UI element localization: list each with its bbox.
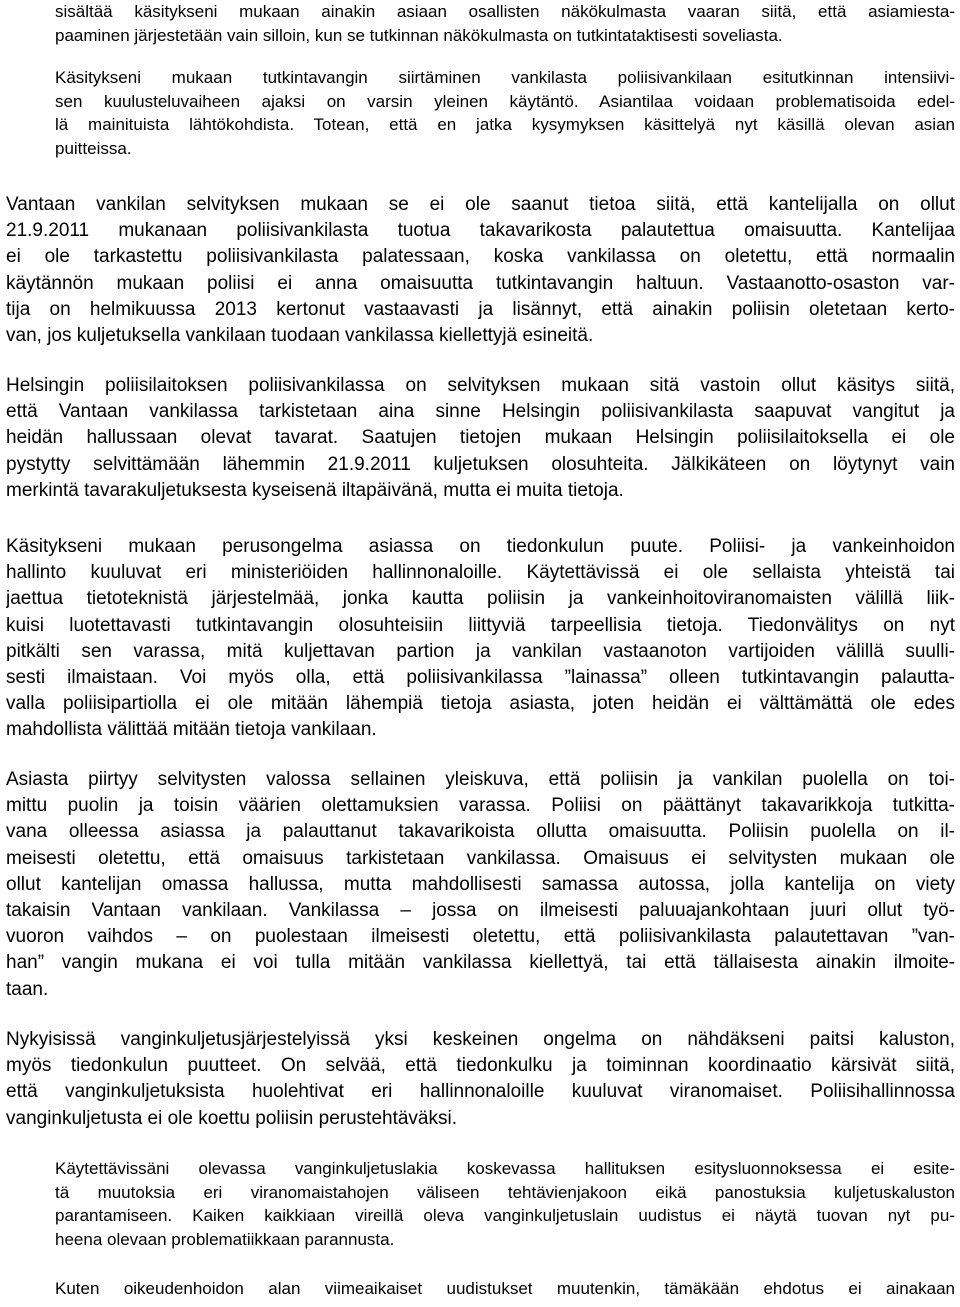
- text-line: heidän hallussaan olevat tavarat. Saatujen tietojen mukaan Helsingin poliisilaitoksella ei ole: [6, 427, 955, 449]
- text-line: van, jos kuljetuksella vankilaan tuodaan vankilassa kiellettyjä esineitä.: [6, 325, 594, 347]
- text-line: tija on helmikuussa 2013 kertonut vastaavasti ja lisännyt, että ainakin poliisin oletetaan kerto-: [6, 298, 955, 320]
- text-line: myös tiedonkulun puutteet. On selvää, että tiedonkulku ja toiminnan koordinaatio kärsivät siitä,: [6, 1055, 955, 1077]
- paragraph-overall-picture: [6, 767, 955, 1003]
- text-line: sisältää käsitykseni mukaan ainakin asiaan osallisten näkökulmasta vaaran siitä, että asiamiesta-: [55, 2, 955, 21]
- paragraph-information-flow: [6, 534, 955, 744]
- paragraph-reforms-cutoff: [55, 1277, 955, 1301]
- text-line: takaisin Vantaan vankilaan. Vankilassa – jossa on ilmeisesti paluuajankohtaan juuri ollut työ-: [6, 900, 955, 922]
- text-line: vana olleessa asiassa ja palauttanut takavarikoista ollutta omaisuutta. Poliisin puolella on il-: [6, 821, 955, 843]
- text-line: ollut kantelijan omassa hallussa, mutta mahdollisesti samassa autossa, jolla kantelija on viety: [6, 873, 955, 895]
- paragraph-vantaa-prison: [6, 192, 955, 349]
- text-line: Käytettävissäni olevassa vanginkuljetuslakia koskevassa hallituksen esitysluonnoksessa ei esite-: [55, 1159, 955, 1178]
- text-line: merkintä tavarakuljetuksesta kyseisenä iltapäivänä, mutta ei muita tietoja.: [6, 479, 624, 501]
- text-line: jaettua tietoteknistä järjestelmää, jonka kautta poliisin ja vankeinhoitoviranomaisten välillä liik-: [6, 588, 955, 610]
- text-line: Käsitykseni mukaan perusongelma asiassa on tiedonkulun puute. Poliisi- ja vankeinhoidon: [6, 536, 955, 557]
- text-line: mahdollista välittää mitään tietoja vankilaan.: [6, 719, 377, 741]
- text-line: Vantaan vankilan selvityksen mukaan se ei ole saanut tietoa siitä, että kantelijalla on ollut: [6, 194, 955, 215]
- paragraph-transport-arrangements: [6, 1027, 955, 1132]
- text-line: pystytty selvittämään lähemmin 21.9.2011 kuljetuksen olosuhteita. Jälkikäteen on löytynyt vain: [6, 453, 955, 475]
- paragraph-helsinki-police: [6, 373, 955, 504]
- text-line: 21.9.2011 mukanaan poliisivankilasta tuotua takavarikosta palautettua omaisuutta. Kantelijaa: [6, 220, 955, 242]
- text-line: pitkälti sen varassa, mitä kuljettavan partion ja vankilan vastaanoton vartijoiden välillä suulli-: [6, 640, 955, 662]
- paragraph-detention-transfer: [55, 66, 955, 160]
- text-line: valla poliisipartiolla ei ole mitään lähempiä tietoja asiasta, joten heidän ei välttämättä ole edes: [6, 693, 955, 715]
- text-line: han” vangin mukana ei voi tulla mitään vankilassa kiellettyä, tai että tällaisesta ainakin ilmoite-: [6, 952, 955, 974]
- paragraph-government-proposal: [55, 1157, 955, 1251]
- text-line: vanginkuljetusta ei ole koettu poliisin perustehtäväksi.: [6, 1107, 457, 1129]
- text-line: hallinto kuuluvat eri ministeriöiden hallinnonaloille. Käytettävissä ei ole sellaista yhteistä tai: [6, 562, 955, 584]
- text-line: käytännön mukaan poliisi ei anna omaisuutta tutkintavangin haltuun. Vastaanotto-osaston var-: [6, 272, 955, 294]
- text-line: parantamiseen. Kaiken kaikkiaan vireillä oleva vanginkuljetuslain uudistus ei näytä tuovan nyt pu-: [55, 1206, 955, 1225]
- text-line: että vanginkuljetuksista huolehtivat eri hallinnonaloille kuuluvat viranomaiset. Poliisihallinnossa: [6, 1081, 955, 1103]
- text-line: kuisi luotettavasti tutkintavangin olosuhteisiin liittyviä tarpeellisia tietoja. Tiedonvälitys on nyt: [6, 614, 955, 636]
- text-line: meisesti oletettu, että omaisuus tarkistetaan vankilassa. Omaisuus ei selvitysten mukaan ole: [6, 847, 955, 869]
- text-line: Asiasta piirtyy selvitysten valossa sellainen yleiskuva, että poliisin ja vankilan puolella on toi-: [6, 769, 955, 790]
- text-line: sesti ilmaistaan. Voi myös olla, että poliisivankilassa ”lainassa” olleen tutkintavangin palautta-: [6, 667, 955, 689]
- text-line: mittu puolin ja toisin väärien olettamuksien varassa. Poliisi on päättänyt takavarikkoja tutkitta-: [6, 795, 955, 817]
- text-line: Kuten oikeudenhoidon alan viimeaikaiset uudistukset muutenkin, tämäkään ehdotus ei ainakaan: [55, 1279, 955, 1298]
- text-line: Helsingin poliisilaitoksen poliisivankilassa on selvityksen mukaan sitä vastoin ollut käsitys siitä,: [6, 375, 955, 396]
- text-line: Nykyisissä vanginkuljetusjärjestelyissä yksi keskeinen ongelma on nähdäkseni paitsi kaluston,: [6, 1029, 955, 1050]
- paragraph-continuation: [55, 0, 955, 47]
- text-line: puitteissa.: [55, 138, 132, 158]
- text-line: vuoron vaihdos – on puolestaan ilmeisesti oletettu, että poliisivankilasta palautettavan ”van-: [6, 926, 955, 948]
- text-line: tä muutoksia eri viranomaistahojen väliseen tehtävienjakoon eikä panostuksia kuljetuskaluston: [55, 1182, 955, 1202]
- text-line: että Vantaan vankilassa tarkistetaan aina sinne Helsingin poliisivankilasta saapuvat vangitut ja: [6, 401, 955, 423]
- text-line: taan.: [6, 978, 49, 1000]
- text-line: ei ole tarkastettu poliisivankilasta palatessaan, koska vankilassa on oletettu, että normaalin: [6, 246, 955, 268]
- text-line: lä mainituista lähtökohdista. Totean, että en jatka kysymyksen käsittelyä nyt käsillä olevan asian: [55, 115, 955, 134]
- text-line: paaminen järjestetään vain silloin, kun se tutkinnan näkökulmasta on tutkintataktisesti soveliasta.: [55, 25, 783, 45]
- text-line: heena olevaan problematiikkaan parannusta.: [55, 1229, 395, 1249]
- text-line: sen kuulusteluvaiheen ajaksi on varsin yleinen käytäntö. Asiantilaa voidaan problematisoida edel-: [55, 91, 955, 111]
- text-line: Käsitykseni mukaan tutkintavangin siirtäminen vankilasta poliisivankilaan esitutkinnan intensiivi-: [55, 68, 955, 87]
